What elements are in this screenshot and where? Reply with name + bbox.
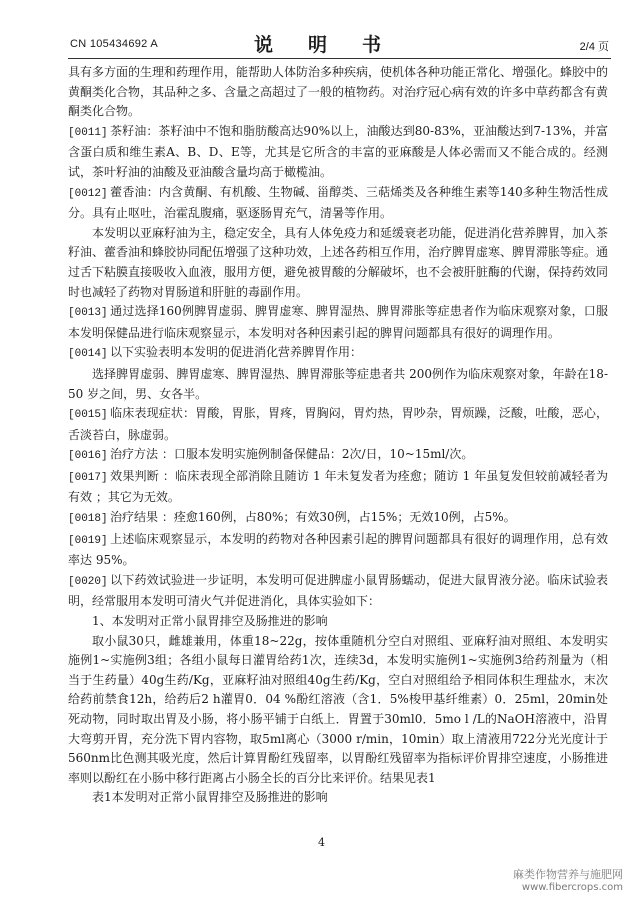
paragraph-0015 [68, 404, 608, 445]
paragraph-number: [0019] [68, 534, 108, 547]
paragraph-text: 通过选择160例脾胃虚弱、脾胃虚寒、脾胃湿热、脾胃滞胀等症患者作为临床观察对象，口服本发明保健品进行临床观察显示，本发明对各种因素引起的脾胃问题都具有很好的调理作用。 [68, 304, 608, 340]
paragraph-unnumbered [68, 224, 608, 302]
paragraph-number: [0016] [68, 450, 108, 463]
paragraph-number: [0020] [68, 575, 108, 588]
experiment-heading [68, 612, 608, 632]
paragraph-0019 [68, 530, 608, 571]
paragraph-text: 具有多方面的生理和药理作用，能帮助人体防治多种疾病，使机体各种功能正常化、增强化。蜂胶中的黄酮类化合物，其品种之多、含量之高超过了一般的植物药。对治疗冠心病有效的许多中草药都含有黄酮类化合物。 [68, 65, 609, 119]
watermark [513, 866, 623, 893]
document-title: 说 明 书 [253, 34, 389, 56]
paragraph-continuation [68, 63, 608, 122]
paragraph-number: [0011] [68, 126, 108, 139]
paragraph-0020 [68, 571, 608, 612]
paragraph-unnumbered [68, 365, 608, 404]
paragraph-0017 [68, 467, 608, 508]
patent-number: CN 105434692 A [70, 38, 158, 50]
page-indicator: 2/4 页 [579, 41, 609, 53]
paragraph-number: [0013] [68, 307, 108, 320]
paragraph-0014 [68, 343, 608, 365]
paragraph-0011 [68, 122, 608, 183]
paragraph-text: 临床表现症状：胃酸，胃胀，胃疼，胃胸闷，胃灼热，胃吵杂，胃烦躁，泛酸，吐酸，恶心，舌淡苔白，脉虚弱。 [68, 406, 608, 442]
paragraph-text: 本发明以亚麻籽油为主，稳定安全，具有人体免疫力和延缓衰老功能，促进消化营养脾胃，加入茶籽油、藿香油和蜂胶协同配伍增强了这种功效，上述各药相互作用，治疗脾胃虚寒、脾胃滞胀等症。通过舌下粘膜直接吸收入血液，服用方便，避免被胃酸的分解破坏，也不会被肝脏酶的代谢，保持药效同时也减轻了药物对胃肠道和肝脏的毒副作用。 [68, 225, 609, 299]
paragraph-text: 选择脾胃虚弱、脾胃虚寒、脾胃湿热、脾胃滞胀等症患者共 200例作为临床观察对象，年龄在18-50 岁之间，男、女各半。 [68, 366, 608, 401]
watermark-text: 麻类作物营养与施肥网 [513, 868, 623, 881]
paragraph-number: [0012] [68, 187, 108, 200]
experiment-method [68, 632, 608, 789]
paragraph-0016 [68, 445, 608, 467]
document-body [68, 63, 608, 808]
paragraph-0012 [68, 183, 608, 224]
paragraph-text: 效果判断 ：临床表现全部消除且随访 1 年未复发者为痊愈；随访 1 年虽复发但较前减轻者为有效 ；其它为无效。 [68, 468, 608, 505]
paragraph-text: 以下药效试验进一步证明，本发明可促进脾虚小鼠胃肠蠕动，促进大鼠胃液分泌。临床试验表明，经常服用本发明可清火气并促进消化，具体实验如下： [68, 572, 608, 609]
paragraph-text: 茶籽油：茶籽油中不饱和脂肪酸高达90%以上，油酸达到80-83%，亚油酸达到7-13%，并富含蛋白质和维生素A、B、D、E等，尤其是它所含的丰富的亚麻酸是人体必需而又不能合成的。经测试，茶叶籽油的油酸及亚油酸含量均高于橄榄油。 [68, 123, 608, 179]
paragraph-text: 治疗结果 ：痊愈160例，占80%；有效30例，占15%；无效10例，占5%。 [110, 510, 516, 525]
paragraph-number: [0014] [68, 348, 108, 361]
paragraph-text: 取小鼠30只，雌雄兼用，体重18~22g，按体重随机分空白对照组、亚麻籽油对照组、本发明实施例1~实施例3组；各组小鼠每日灌胃给药1次，连续3d，本发明实施例1~实施例3给药剂量为（相当于生药量）40g生药/Kg，亚麻籽油对照组40g生药/Kg，空白对照组给予相同体积生理盐水，末次给药前禁食12h，给药后2 h灌胃0．04 %酚红溶液（含1．5%梭甲基纤维素）0．25ml，20min处死动物，同时取出胃及小肠，将小肠平铺于白纸上．胃置于30ml0．5mo l /L的NaOH溶液中，沿胃大弯剪开胃，充分洗下胃内容物，取5ml离心（3000 r/min，10min）取上清液用722分光光度计于560nm比色测其吸光度，然后计算胃酚红残留率，以胃酚红残留率为指标评价胃排空速度，小肠推进率则以酚红在小肠中移行距离占小肠全长的百分比来评价。结果见表1 [68, 633, 608, 785]
paragraph-text: 表1本发明对正常小鼠胃排空及肠推进的影响 [92, 790, 328, 805]
paragraph-text: 1、本发明对正常小鼠胃排空及肠推进的影响 [92, 614, 328, 629]
table-caption [68, 788, 608, 808]
paragraph-number: [0015] [68, 409, 108, 422]
paragraph-text: 藿香油：内含黄酮、有机酸、生物碱、甾醇类、三萜烯类及各种维生素等140多种生物活性成分。具有止呕吐，治霍乱腹痛，驱逐肠胃充气，清暑等作用。 [68, 184, 608, 221]
paragraph-text: 治疗方法 ：口服本发明实施例制备保健品：2次/日，10~15ml/次。 [110, 447, 474, 462]
header-rule [68, 58, 611, 59]
paragraph-number: [0017] [68, 471, 108, 484]
paragraph-0013 [68, 302, 608, 343]
page-number: 4 [318, 836, 325, 849]
paragraph-text: 上述临床观察显示，本发明的药物对各种因素引起的脾胃问题都具有很好的调理作用，总有效率达 95%。 [68, 531, 608, 568]
page-header [0, 0, 643, 62]
paragraph-0018 [68, 508, 608, 530]
paragraph-number: [0018] [68, 513, 108, 526]
watermark-url: www.fibercrops.com [521, 882, 623, 893]
paragraph-text: 以下实验表明本发明的促进消化营养脾胃作用： [110, 345, 363, 360]
